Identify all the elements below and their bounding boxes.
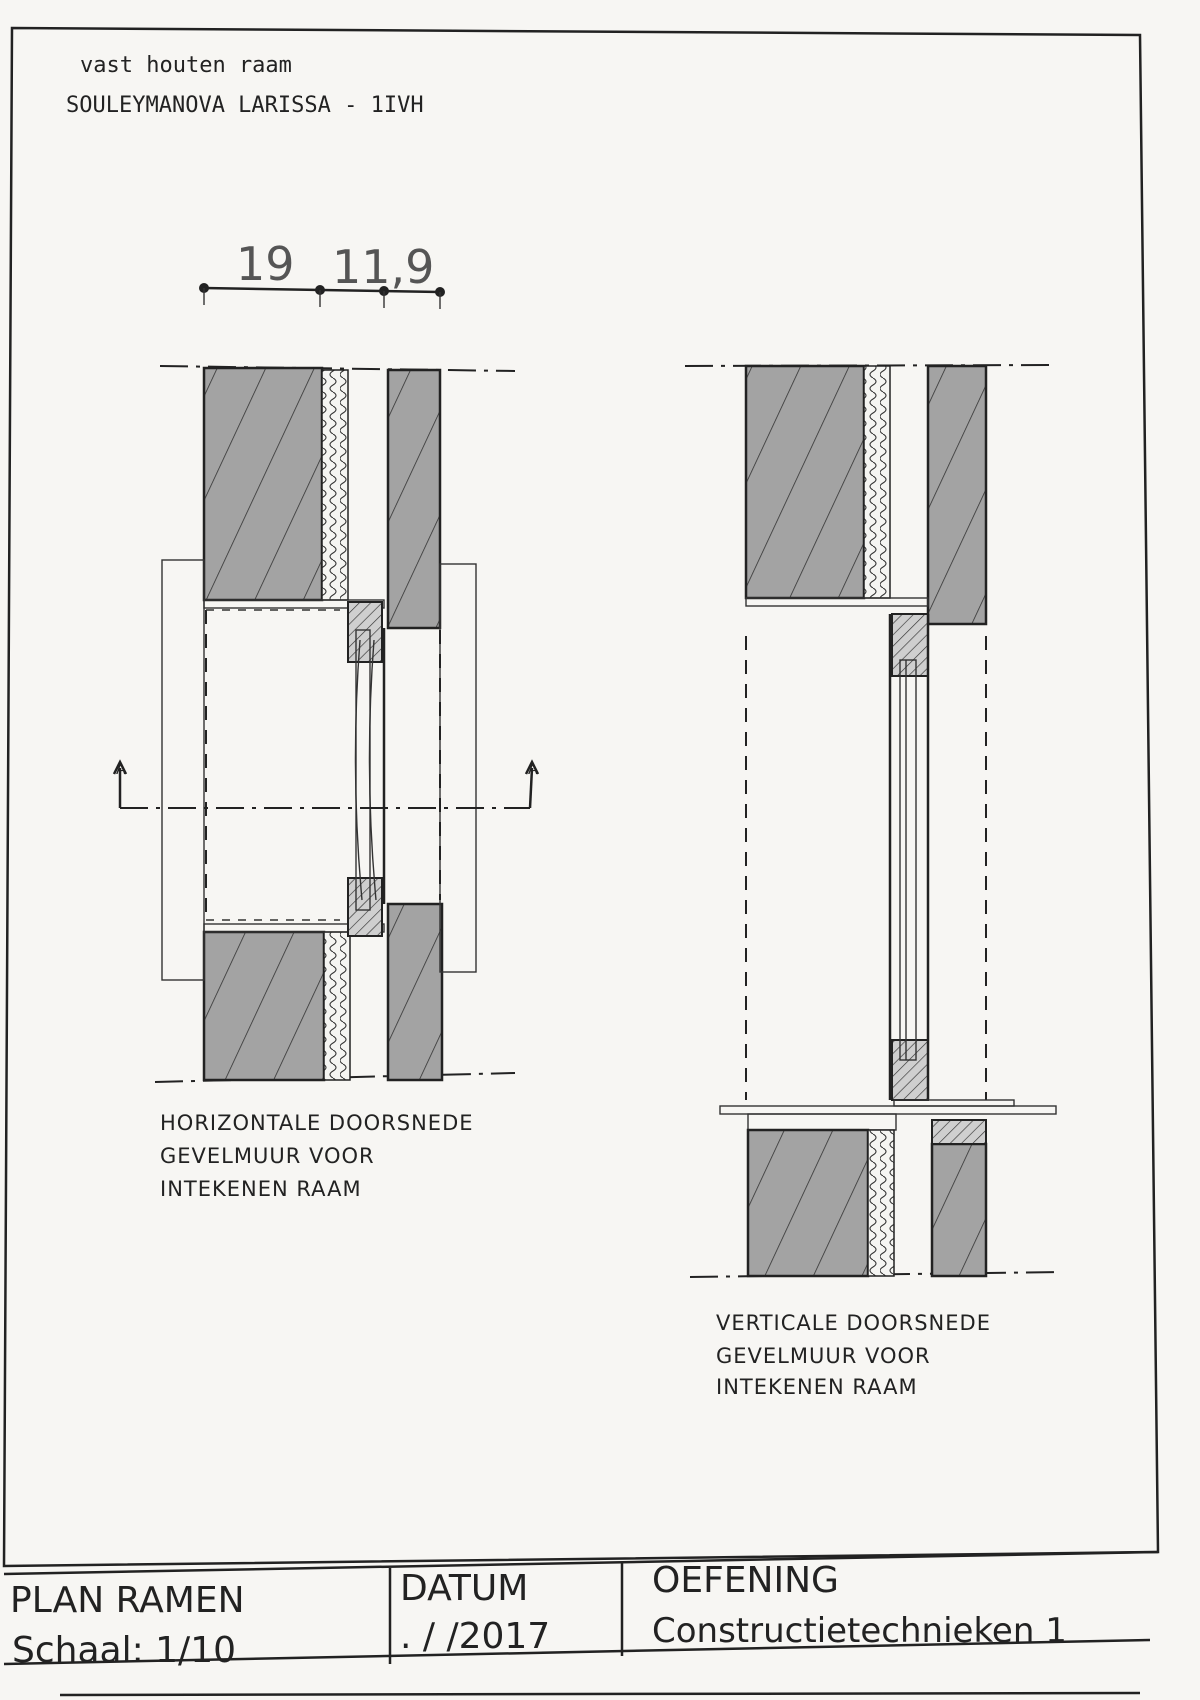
vertical-caption-2: GEVELMUUR VOOR [716,1344,931,1368]
frame-sill [892,1040,928,1100]
sheet-border [4,28,1158,1566]
frame-head [892,614,928,676]
title-block [4,1552,1158,1671]
inner-wall-top [204,368,322,600]
insulation-bottom [324,932,350,1080]
exercise-label: OEFENING [652,1560,839,1601]
course-label: Constructietechnieken 1 [652,1611,1067,1651]
inner-wall-upper [746,366,864,598]
scale-label: Schaal: 1/10 [12,1630,236,1671]
section-mark-right: A [528,762,538,778]
inner-wall-bottom [204,932,324,1080]
insulation-upper [864,366,890,598]
outer-wall-lower [932,1144,986,1276]
drawing-title: vast houten raam [80,53,292,78]
frame-top [348,602,382,662]
horizontal-caption-1: HORIZONTALE DOORSNEDE [160,1111,474,1135]
author-line: SOULEYMANOVA LARISSA - 1IVH [66,93,424,118]
insulation-top [322,370,348,600]
dimension-11-9: 11,9 [332,240,435,294]
frame-bottom [348,878,382,936]
vertical-section-drawing [685,365,1060,1399]
dimension-chain [199,237,445,309]
outer-wall-upper [928,366,986,624]
vertical-caption-3: INTEKENEN RAAM [716,1375,918,1399]
horizontal-caption-3: INTEKENEN RAAM [160,1177,362,1201]
section-mark-left: A [116,762,126,778]
insulation-lower [868,1130,894,1276]
vertical-caption-1: VERTICALE DOORSNEDE [716,1311,991,1335]
dimension-19: 19 [236,237,295,291]
bottom-rule [60,1693,1140,1695]
inner-wall-lower [748,1130,868,1276]
horizontal-caption-2: GEVELMUUR VOOR [160,1144,375,1168]
outer-wall-top [388,370,440,628]
date-value: . / /2017 [400,1616,551,1657]
date-label: DATUM [400,1568,529,1609]
outer-wall-bottom [388,904,442,1080]
plan-label: PLAN RAMEN [10,1580,245,1621]
horizontal-section-drawing [114,366,538,1201]
